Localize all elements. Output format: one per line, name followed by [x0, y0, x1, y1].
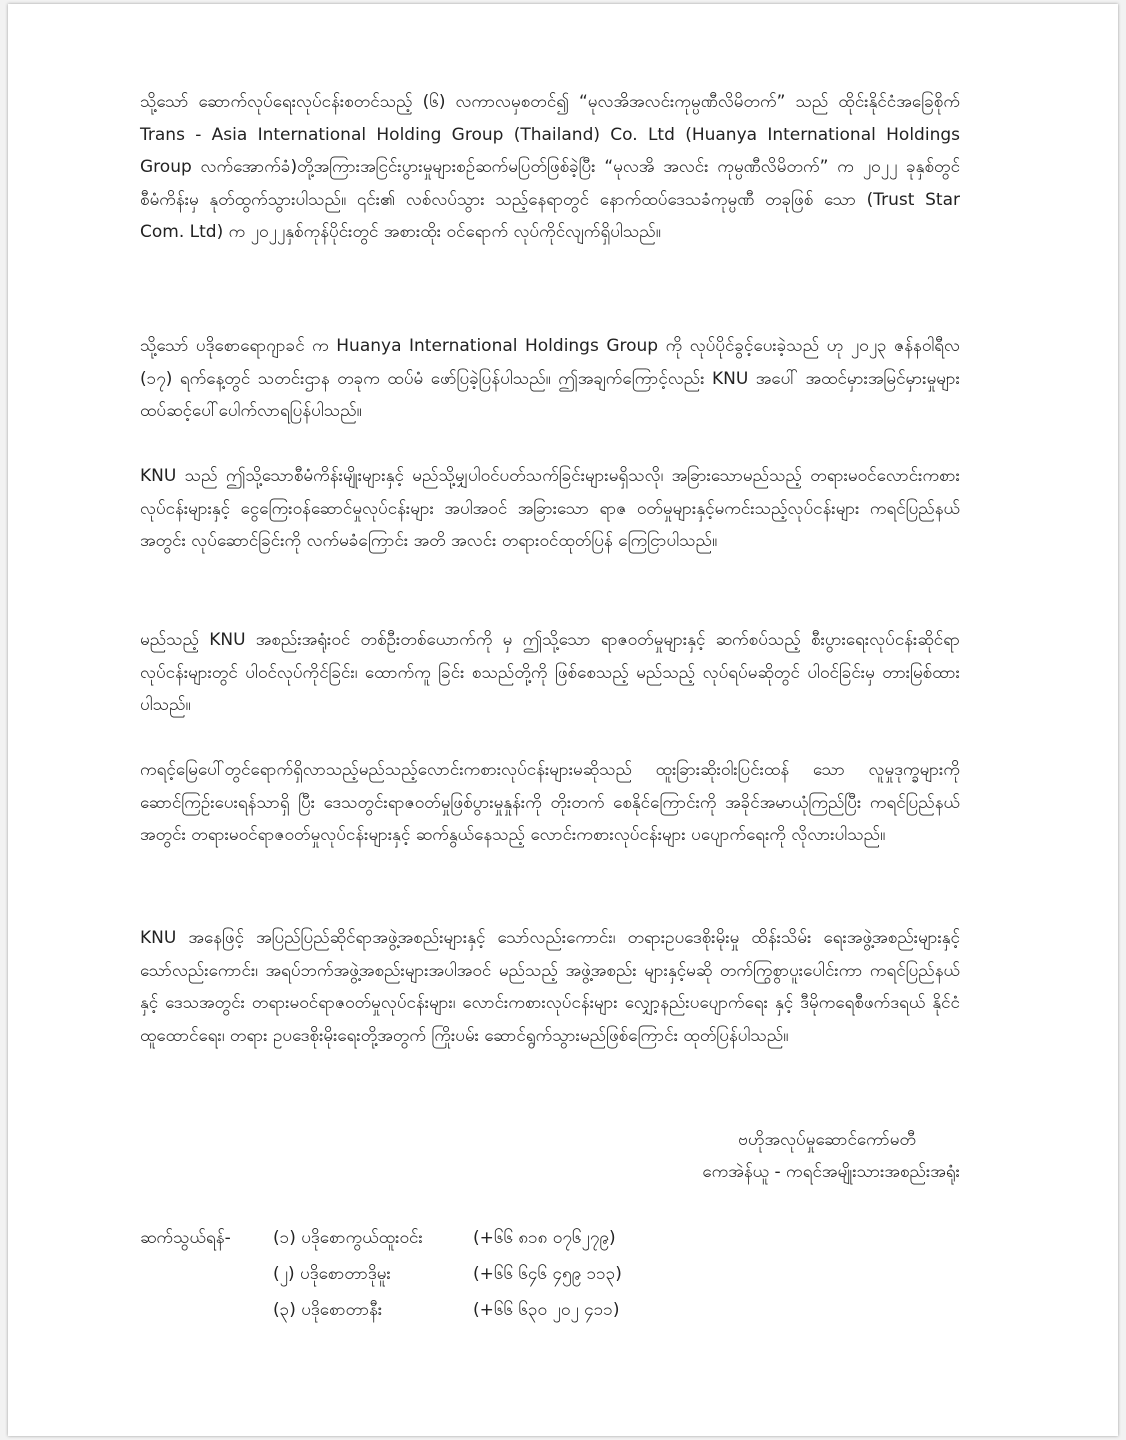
- contact-row: [140, 1256, 740, 1292]
- signature-committee: ဗဟိုအလုပ်မှုဆောင်ကော်မတီ: [738, 1130, 916, 1150]
- contact-row: [140, 1220, 740, 1256]
- paragraph: KNU သည် ဤသို့သောစီမံကိန်းမျိုးများနှင့် မည်သို့မျှပါဝင်ပတ်သက်ခြင်းများမရှိသလို၊ အခြားသောမည်သည့် တရားမဝင်လောင်းကစားလုပ်ငန်းများနှင့် ငွေကြေးဝန်ဆောင်မှုလုပ်ငန်းများ အပါအဝင် အခြားသော ရာဇ ဝတ်မှုများနှင့်မကင်းသည့်လုပ်ငန်းများ ကရင်ပြည်နယ်အတွင်း လုပ်ဆောင်ခြင်းကို လက်မခံကြောင်း အတိ အလင်း တရားဝင်ထုတ်ပြန် ကြေငြာပါသည်။: [140, 466, 960, 551]
- contact-phone: (+၆၆ ၆၃၀ ၂၀၂ ၄၁၁): [473, 1300, 620, 1320]
- contact-phone: (+၆၆ ၈၁၈ ၀၇၆၂၇၉): [473, 1228, 616, 1248]
- contact-label: ဆက်သွယ်ရန်-: [140, 1228, 231, 1248]
- paragraph: မည်သည့် KNU အစည်းအရုံးဝင် တစ်ဦးတစ်ယောက်ကို မှ ဤသို့သော ရာဇဝတ်မှုများနှင့် ဆက်စပ်သည့် စီးပွားရေးလုပ်ငန်းဆိုင်ရာလုပ်ငန်းများတွင် ပါဝင်လုပ်ကိုင်ခြင်း၊ ထောက်ကူ ခြင်း စသည်တို့ကို ဖြစ်စေသည့် မည်သည့် လုပ်ရပ်မဆိုတွင် ပါဝင်ခြင်းမှ တားမြစ်ထားပါသည်။: [140, 630, 960, 715]
- contact-row: [140, 1292, 740, 1328]
- contact-name: (၁) ပဒိုစောကွယ်ထူးဝင်း: [273, 1228, 423, 1248]
- document-page: [8, 4, 1118, 1436]
- paragraph: သို့သော် ဆောက်လုပ်ရေးလုပ်ငန်းစတင်သည့် (၆) လကာလမှစတင်၍ “မုလအိအလင်းကုမ္ပဏီလိမိတက်” သည် ထိုင်းနိုင်ငံအခြေစိုက် Trans - Asia International Holding Group (Thailand) Co. Ltd (Huanya International Holdings Group လက်အောက်ခံ)တို့အကြားအငြင်းပွားမှုများစဥ်ဆက်မပြတ်ဖြစ်ခဲ့ပြီး “မုလအိ အလင်း ကုမ္ပဏီလိမိတက်” က ၂၀၂၂ ခုနှစ်တွင် စီမံကိန်းမှ နုတ်ထွက်သွားပါသည်။ ၎င်း၏ လစ်လပ်သွား သည့်နေရာတွင် နောက်ထပ်ဒေသခံကုမ္ပဏီ တခုဖြစ် သော (Trust Star Com. Ltd) က ၂၀၂၂နှစ်ကုန်ပိုင်းတွင် အစားထိုး ဝင်ရောက် လုပ်ကိုင်လျက်ရှိပါသည်။: [140, 92, 960, 242]
- signature-organization: ကေအဲန်ယူ - ကရင်အမျိုးသားအစည်းအရုံး: [702, 1162, 960, 1182]
- contact-name: (၂) ပဒိုစောတာဒိုမူး: [273, 1264, 391, 1284]
- contact-phone: (+၆၆ ၆၄၆ ၄၅၉ ၁၁၃): [473, 1264, 622, 1284]
- contact-name: (၃) ပဒိုစောတာနီး: [273, 1300, 383, 1320]
- paragraph: သို့သော် ပဒိုစောရောဂျာခင် က Huanya International Holdings Group ကို လုပ်ပိုင်ခွင့်ပေးခဲ့သည် ဟု ၂၀၂၃ ဇန်နဝါရီလ (၁၇) ရက်နေ့တွင် သတင်းဌာန တခုက ထပ်မံ ဖော်ပြခဲ့ပြန်ပါသည်။ ဤအချက်ကြောင့်လည်း KNU အပေါ် အထင်မှားအမြင်မှားမှုများ ထပ်ဆင့်ပေါ်ပေါက်လာရပြန်ပါသည်။: [140, 336, 960, 421]
- paragraph: KNU အနေဖြင့် အပြည်ပြည်ဆိုင်ရာအဖွဲ့အစည်းများနှင့် သော်လည်းကောင်း၊ တရားဥပဒေစိုးမိုးမှု ထိန်းသိမ်း ရေးအဖွဲ့အစည်းများနှင့် သော်လည်းကောင်း၊ အရပ်ဘက်အဖွဲ့အစည်းများအပါအဝင် မည်သည့် အဖွဲ့အစည်း များနှင့်မဆို တက်ကြွစွာပူးပေါင်းကာ ကရင်ပြည်နယ်နှင့် ဒေသအတွင်း တရားမဝင်ရာဇဝတ်မှုလုပ်ငန်းများ၊ လောင်းကစားလုပ်ငန်းများ လျှော့နည်းပပျောက်ရေး နှင့် ဒီမိုကရေစီဖက်ဒရယ် နိုင်ငံထူထောင်ရေး၊ တရား ဥပဒေစိုးမိုးရေးတို့အတွက် ကြိုးပမ်း ဆောင်ရွက်သွားမည်ဖြစ်ကြောင်း ထုတ်ပြန်ပါသည်။: [140, 928, 960, 1046]
- paragraph: ကရင့်မြေပေါ်တွင်ရောက်ရှိလာသည့်မည်သည့်လောင်းကစားလုပ်ငန်းများမဆိုသည် ထူးခြားဆိုးဝါးပြင်းထန် သော လူမှုဒုက္ခများကို ဆောင်ကြဉ်းပေးရန်သာရှိ ပြီး ဒေသတွင်းရာဇဝတ်မှုဖြစ်ပွားမှုနှုန်းကို တိုးတက် စေနိုင်ကြောင်းကို အခိုင်အမာယုံကြည်ပြီး ကရင်ပြည်နယ်အတွင်း တရားမဝင်ရာဇဝတ်မှုလုပ်ငန်းများနှင့် ဆက်နွယ်နေသည့် လောင်းကစားလုပ်ငန်းများ ပပျောက်ရေးကို လိုလားပါသည်။: [140, 760, 960, 845]
- contact-list: [140, 1220, 740, 1328]
